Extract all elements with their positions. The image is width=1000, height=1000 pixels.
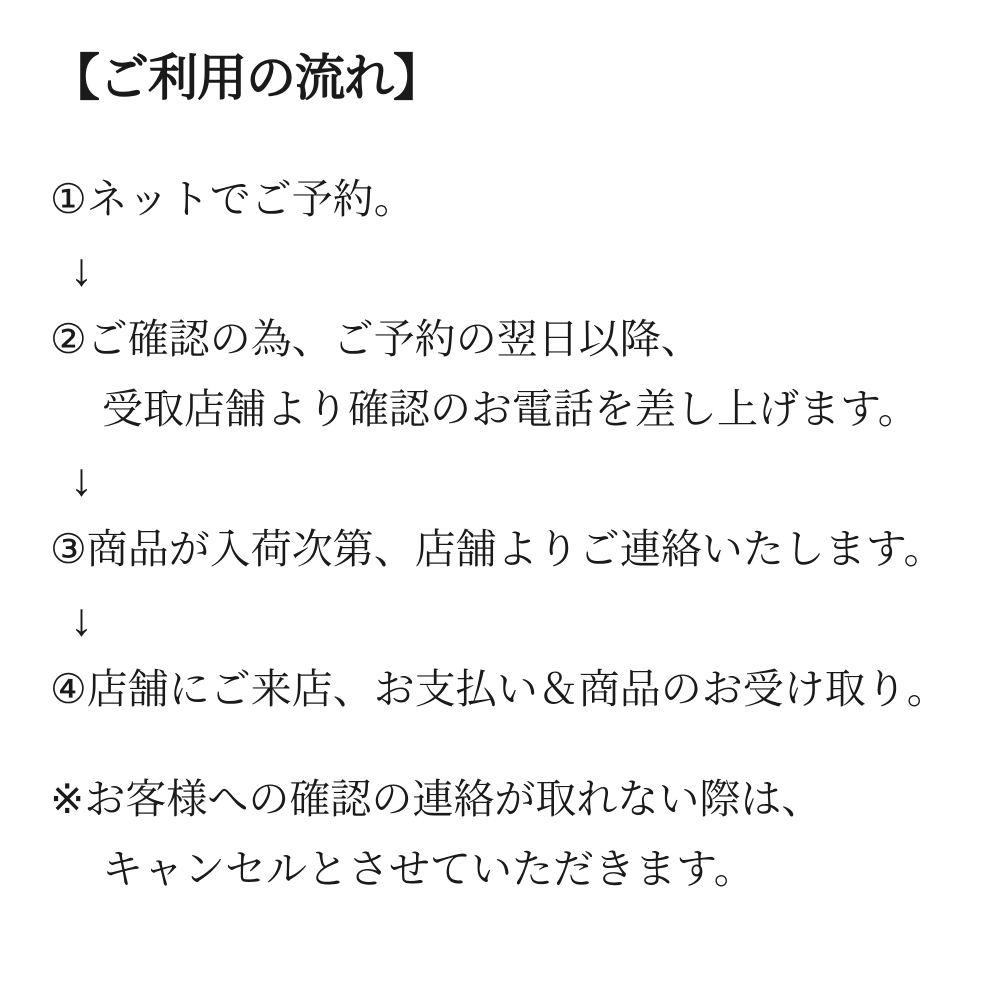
note-line-1: ※お客様への確認の連絡が取れない際は、 (50, 776, 823, 822)
down-arrow-icon: ↓ (70, 453, 93, 505)
page-title: 【ご利用の流れ】 (50, 50, 442, 106)
cancellation-note (50, 764, 980, 904)
down-arrow-icon: ↓ (70, 243, 93, 295)
step-4-line: ④店舗にご来店、お支払い＆商品のお受け取り。 (50, 666, 948, 712)
step-1-line: ①ネットでご予約。 (50, 176, 415, 222)
note-line-2: キャンセルとさせていただきます。 (102, 846, 755, 892)
step-3-line: ③商品が入荷次第、店舗よりご連絡いたします。 (50, 526, 945, 572)
step-2-line-2: 受取店舗より確認のお電話を差し上げます。 (102, 386, 919, 432)
down-arrow-icon: ↓ (70, 593, 93, 645)
step-2-line-1: ②ご確認の為、ご予約の翌日以降、 (50, 316, 702, 362)
flow-steps (50, 164, 980, 724)
